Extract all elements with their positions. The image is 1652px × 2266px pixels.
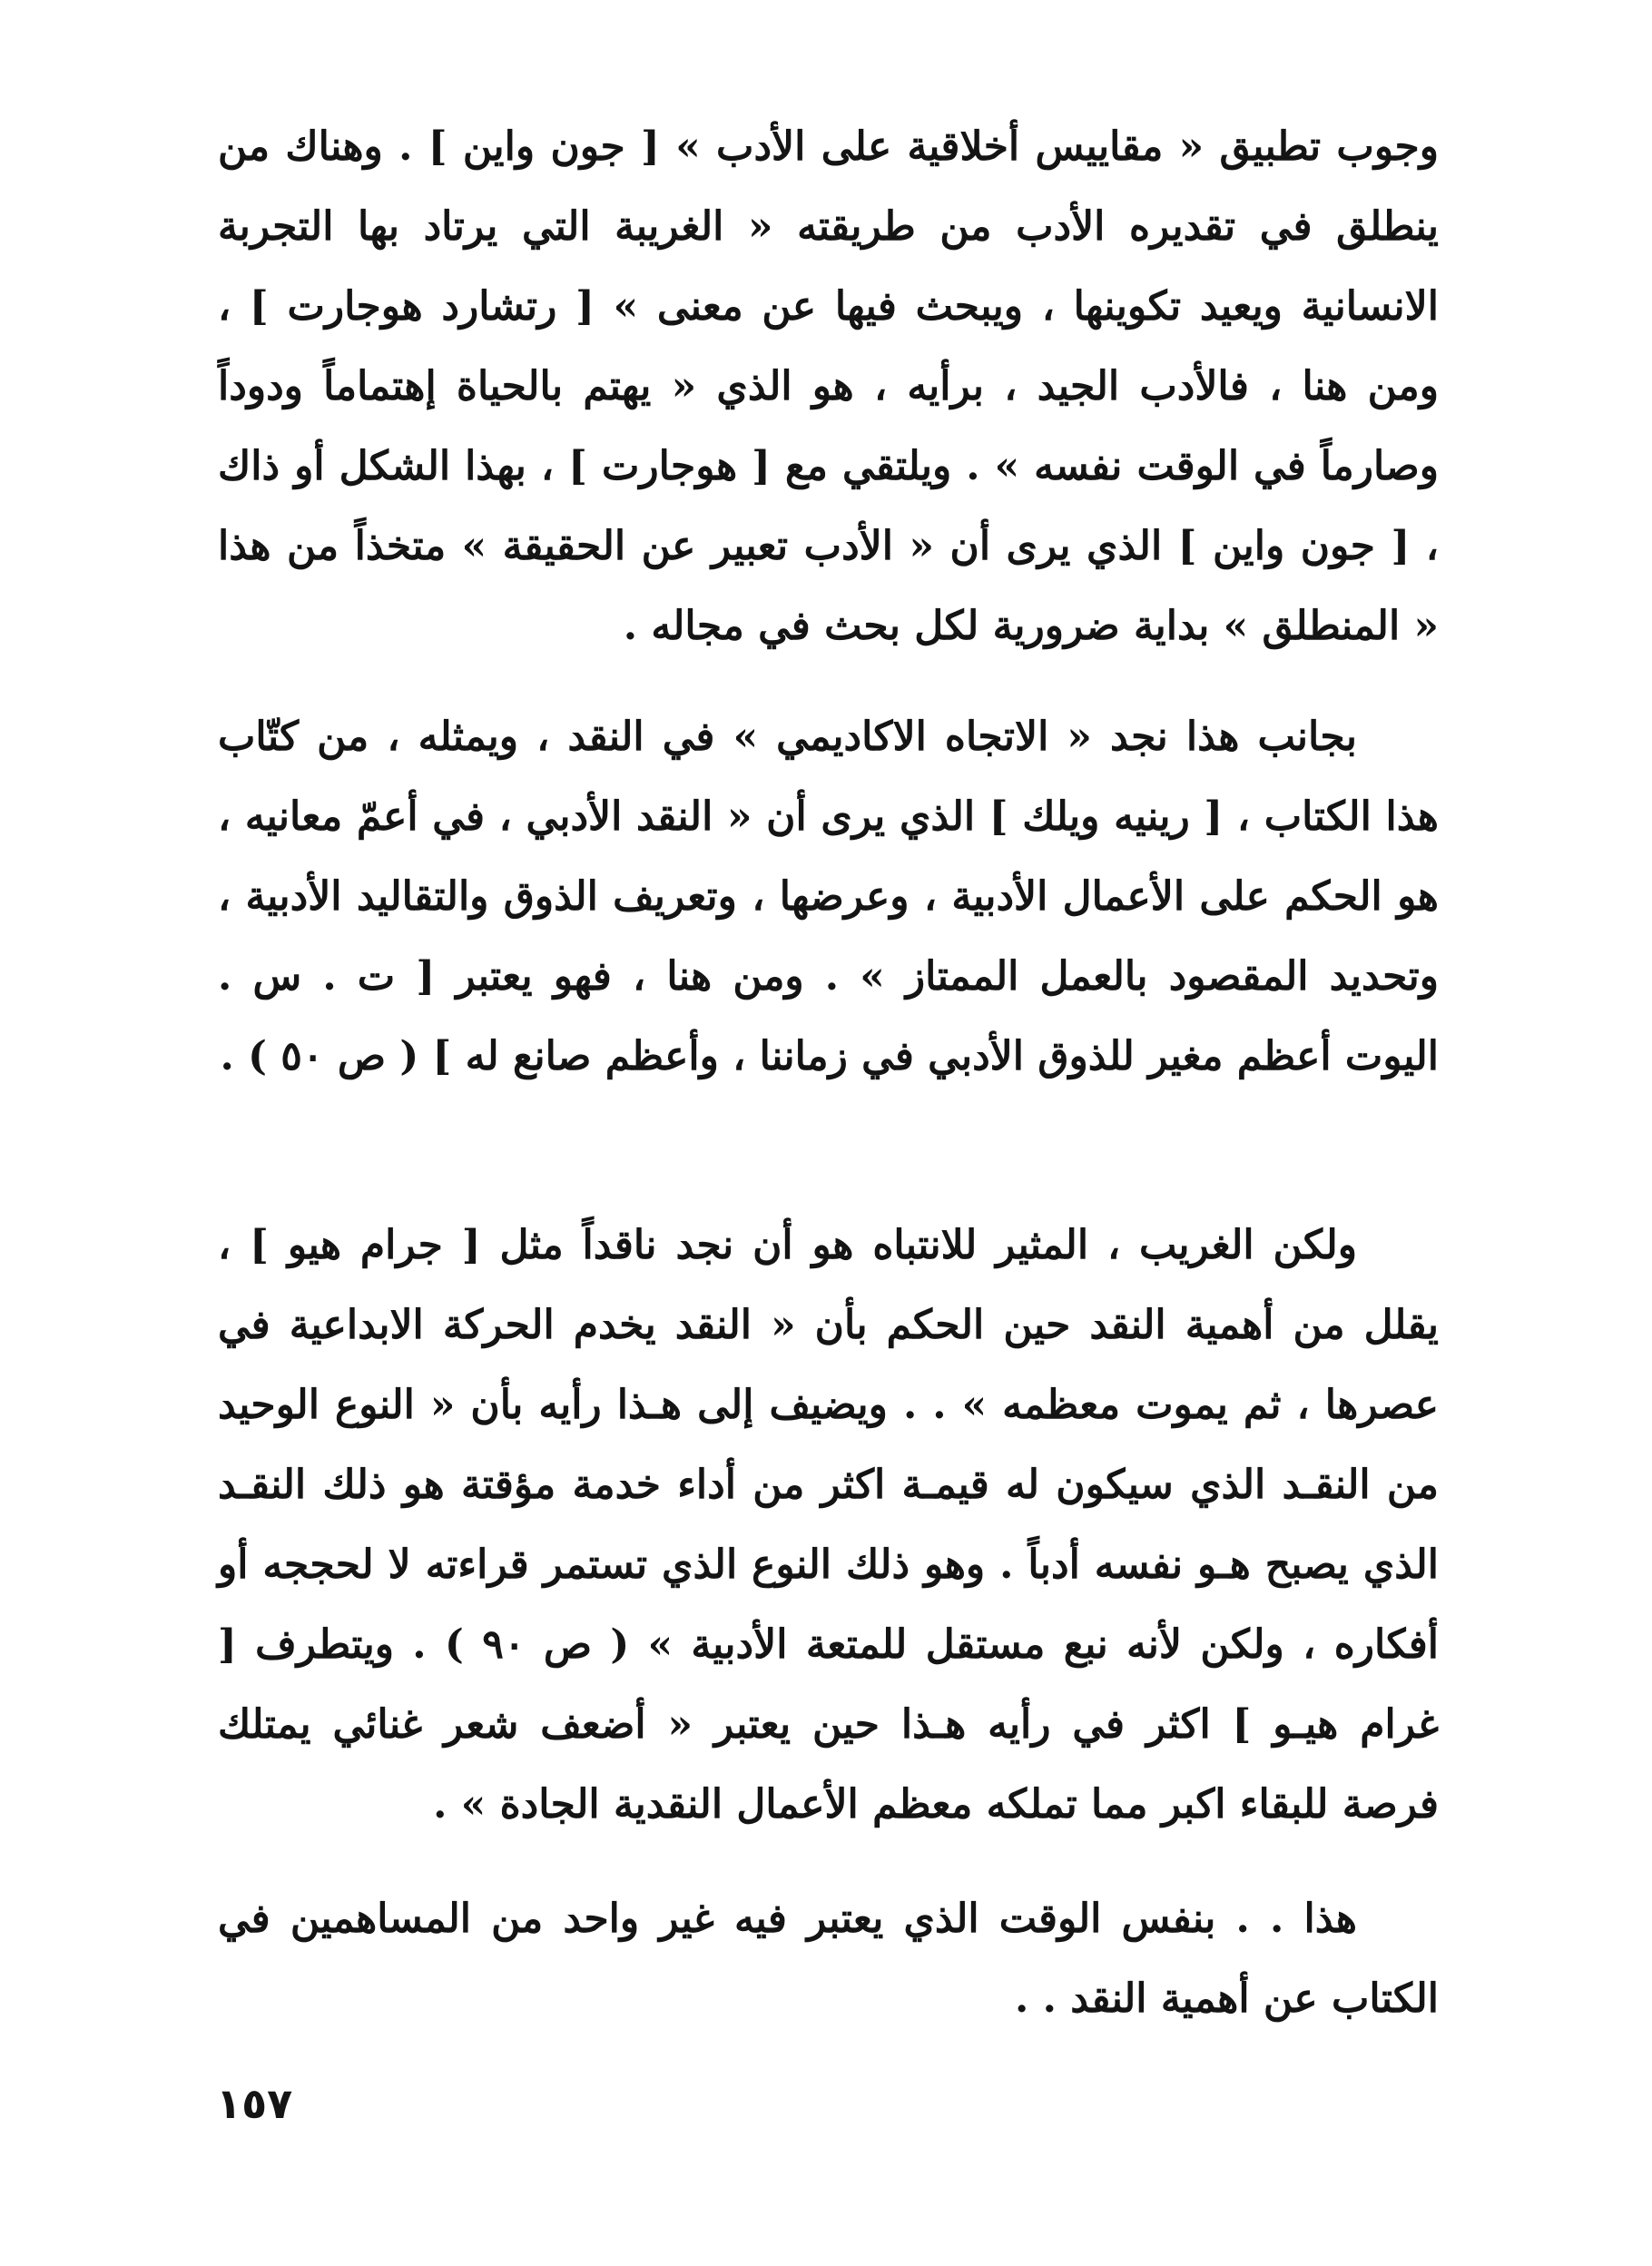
paragraph-4: هذا . . بنفس الوقت الذي يعتبر فيه غير واحد من المساهمين في الكتاب عن أهمية النقد . . xyxy=(218,1896,1439,2022)
paragraph-1: وجوب تطبيق « مقاييس أخلاقية على الأدب » [ جون واين ] . وهناك من ينطلق في تقديره الأدب من طريقته « الغريبة التي يرتاد بها التجربة الانسانية ويعيد تكوينها ، ويبحث فيها عن معنى » [ رتشارد هوجارت ] ، ومن هنا ، فالأدب الجيد ، برأيه ، هو الذي « يهتم بالحياة إهتماماً ودوداً وصارماً في الوقت نفسه » . ويلتقي مع [ هوجارت ] ، بهذا الشكل أو ذاك ، [ جون واين ] الذي يرى أن « الأدب تعبير عن الحقيقة » متخذاً من هذا « المنطلق » بداية ضرورية لكل بحث في مجاله . xyxy=(218,123,1439,649)
paragraph-3: ولكن الغريب ، المثير للانتباه هو أن نجد ناقداً مثل [ جرام هيو ] ، يقلل من أهمية النقد حين الحكم بأن « النقد يخدم الحركة الابداعية في عصرها ، ثم يموت معظمه » . . ويضيف إلى هـذا رأيه بأن « النوع الوحيد من النقـد الذي سيكون له قيمـة اكثر من أداء خدمة مؤقتة هو ذلك النقـد الذي يصبح هـو نفسه أدباً . وهو ذلك النوع الذي تستمر قراءته لا لحججه أو أفكاره ، ولكن لأنه نبع مستقل للمتعة الأدبية » ( ص ٩٠ ) . ويتطرف [ غرام هيـو ] اكثر في رأيه هـذا حين يعتبر « أضعف شعر غنائي يمتلك فرصة للبقاء اكبر مما تملكه معظم الأعمال النقدية الجادة » . xyxy=(218,1222,1440,1828)
body-text-4 xyxy=(218,1879,1439,2039)
body-text xyxy=(218,107,1439,666)
body-text-2 xyxy=(218,697,1439,1097)
page-number: ١٥٧ xyxy=(216,2079,293,2128)
paragraph-2: بجانب هذا نجد « الاتجاه الاكاديمي » في النقد ، ويمثله ، من كتّاب هذا الكتاب ، [ رينيه ويلك ] الذي يرى أن « النقد الأدبي ، في أعمّ معانيه ، هو الحكم على الأعمال الأدبية ، وعرضها ، وتعريف الذوق والتقاليد الأدبية ، وتحديد المقصود بالعمل الممتاز » . ومن هنا ، فهو يعتبر [ ت . س . اليوت أعظم مغير للذوق الأدبي في زماننا ، وأعظم صانع له ] ( ص ٥٠ ) . xyxy=(218,714,1439,1079)
body-text-3 xyxy=(218,1206,1439,1845)
